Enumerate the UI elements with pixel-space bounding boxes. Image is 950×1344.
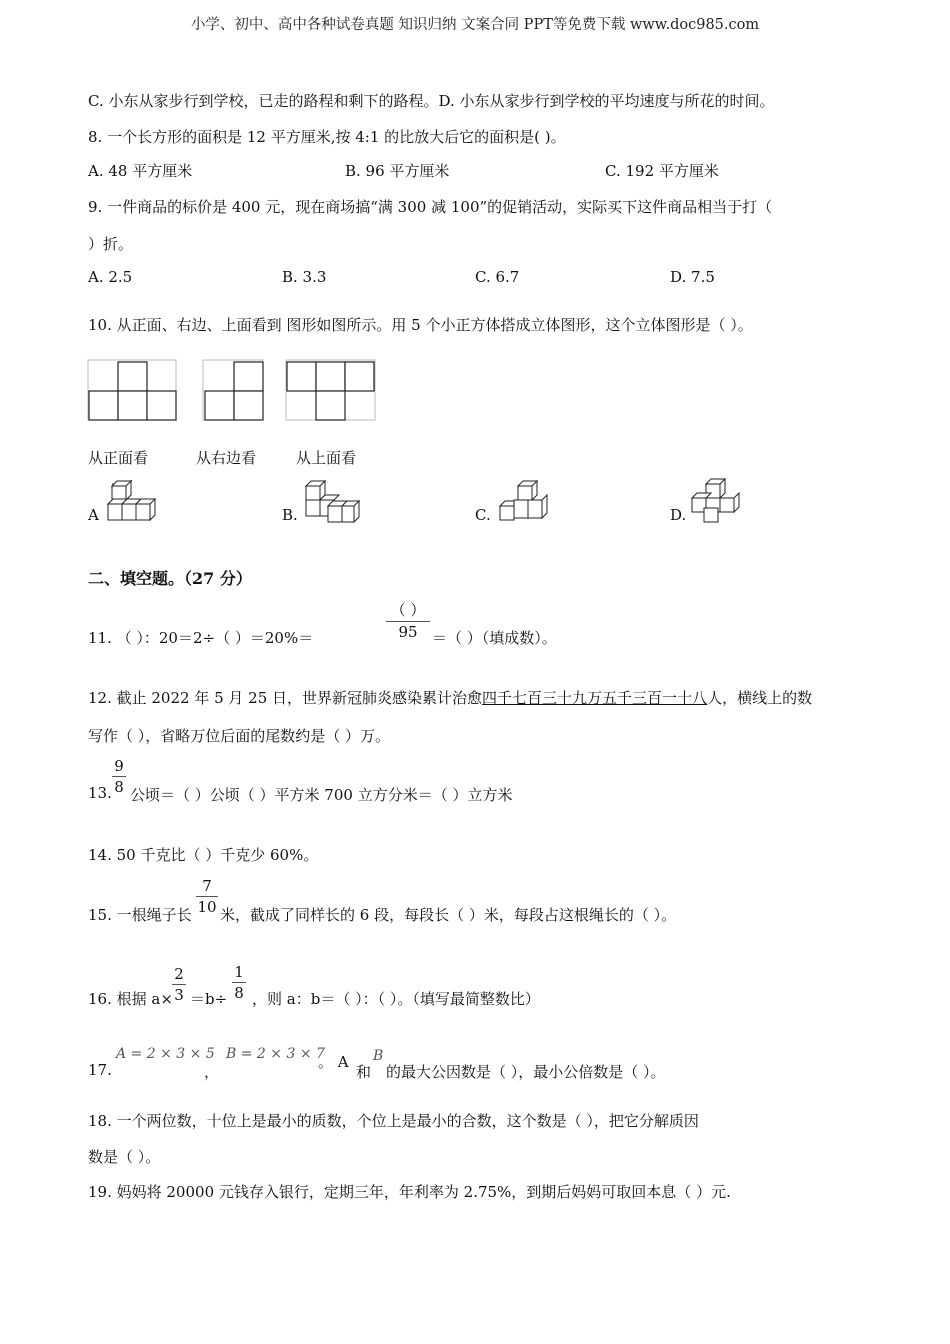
q15-numerator: 7 [202,877,212,895]
q10-option-c-label: C. [475,506,491,524]
fraction-bar [386,621,430,622]
q12-stem-cont: 写作（ ），省略万位后面的尾数约是（ ）万。 [88,727,391,745]
q17-stem: 的最大公因数是（ ），最小公倍数是（ ）。 [386,1063,666,1081]
q13-numerator: 9 [114,757,124,775]
q9-option-b: B. 3.3 [282,268,327,286]
q13-number: 13. [88,784,112,802]
q14-stem: 14. 50 千克比（ ）千克少 60%。 [88,846,319,864]
q16-denominator-2: 8 [234,984,244,1002]
q11-denominator: 95 [398,623,418,641]
q9-stem-cont: ）折。 [88,235,134,253]
fraction-bar [232,982,246,983]
q16-stem-mid: ＝b÷ [190,990,228,1008]
q11-fraction [386,599,430,641]
q17-b-symbol: B [373,1048,384,1064]
q11-stem-b: ＝（ ）（填成数）。 [432,629,557,647]
q15-stem-b: 米，截成了同样长的 6 段，每段长（ ）米，每段占这根绳长的（ ）。 [220,906,677,924]
q10-option-a-cubes [104,480,166,524]
q16-stem-a: 16. 根据 a× [88,990,173,1008]
q10-option-c-cubes [496,478,556,524]
q8-option-b: B. 96 平方厘米 [345,162,450,180]
label-right-view: 从右边看 [196,449,257,467]
q12-text-b: 人，横线上的数 [707,689,813,707]
q10-option-d-label: D. [670,506,687,524]
fraction-bar [172,984,186,985]
q17-expression-b: B = 2 × 3 × 7 [226,1046,325,1062]
q16-numerator-2: 1 [234,963,244,981]
q10-option-b-cubes [300,478,362,524]
q15-stem-a: 15. 一根绳子长 [88,906,192,924]
q16-fraction-2 [232,963,246,1002]
page-header: 小学、初中、高中各种试卷真题 知识归纳 文案合同 PPT等免费下载 www.doc985.com [190,17,760,33]
q17-and: 和 [356,1063,372,1081]
q16-stem-b: ，则 a：b＝（ ）：（ ）。（填写最简整数比） [252,990,540,1008]
q18-stem: 18. 一个两位数，十位上是最小的质数，个位上是最小的合数，这个数是（ ），把它分解质因 [88,1112,699,1130]
q12-stem [88,687,812,708]
q10-option-a-label: A [88,506,99,524]
q16-numerator-1: 2 [174,965,184,983]
q17-period-a: 。 A [318,1053,349,1071]
q13-stem: 公顷＝（ ）公顷（ ）平方米 700 立方分米＝（ ）立方米 [130,786,513,804]
q10-views-figure [86,358,386,424]
q12-underlined-number: 四千七百三十九万五千三百一十八 [482,689,708,707]
q13-denominator: 8 [114,778,124,796]
q16-denominator-1: 3 [174,986,184,1004]
q13-fraction [112,757,126,796]
q18-stem-cont: 数是（ ）。 [88,1148,161,1166]
top-view-figure [286,360,375,420]
label-front-view: 从正面看 [88,449,149,467]
right-view-figure [203,360,263,420]
q11-stem-a: 11. （ ）：20＝2÷（ ）＝20%＝ [88,629,314,647]
q16-fraction-1 [172,965,186,1004]
section-2-heading: 二、填空题。（27 分） [88,569,252,588]
q9-option-a: A. 2.5 [88,268,133,286]
q7-option-c: C. 小东从家步行到学校，已走的路程和剩下的路程。D. 小东从家步行到学校的平均速度与所花的时间。 [88,92,775,110]
q15-fraction [196,877,218,916]
q10-option-b-label: B. [282,506,298,524]
q10-option-d-cubes [686,478,746,524]
fraction-bar [112,776,126,777]
q9-option-c: C. 6.7 [475,268,520,286]
q10-stem: 10. 从正面、右边、上面看到 图形如图所示。用 5 个小正方体搭成立体图形，这个立体图形是（ ）。 [88,316,753,334]
q19-stem: 19. 妈妈将 20000 元钱存入银行，定期三年，年利率为 2.75%，到期后妈妈可取回本息（ ）元. [88,1183,731,1201]
q11-numerator: （ ） [390,601,426,619]
front-view-figure [88,360,176,420]
q17-comma: ， [204,1063,220,1081]
q8-option-a: A. 48 平方厘米 [88,162,193,180]
q17-expression-a: A = 2 × 3 × 5 [116,1046,215,1062]
q8-stem: 8. 一个长方形的面积是 12 平方厘米,按 4:1 的比放大后它的面积是( )。 [88,128,566,146]
q9-option-d: D. 7.5 [670,268,715,286]
q12-text-a: 12. 截止 2022 年 5 月 25 日，世界新冠肺炎感染累计治愈 [88,689,483,707]
q9-stem: 9. 一件商品的标价是 400 元，现在商场搞“满 300 减 100”的促销活动，实际买下这件商品相当于打（ [88,198,773,216]
q15-denominator: 10 [197,898,217,916]
fraction-bar [196,896,218,897]
q17-number: 17. [88,1061,112,1079]
label-top-view: 从上面看 [296,449,357,467]
q8-option-c: C. 192 平方厘米 [605,162,719,180]
